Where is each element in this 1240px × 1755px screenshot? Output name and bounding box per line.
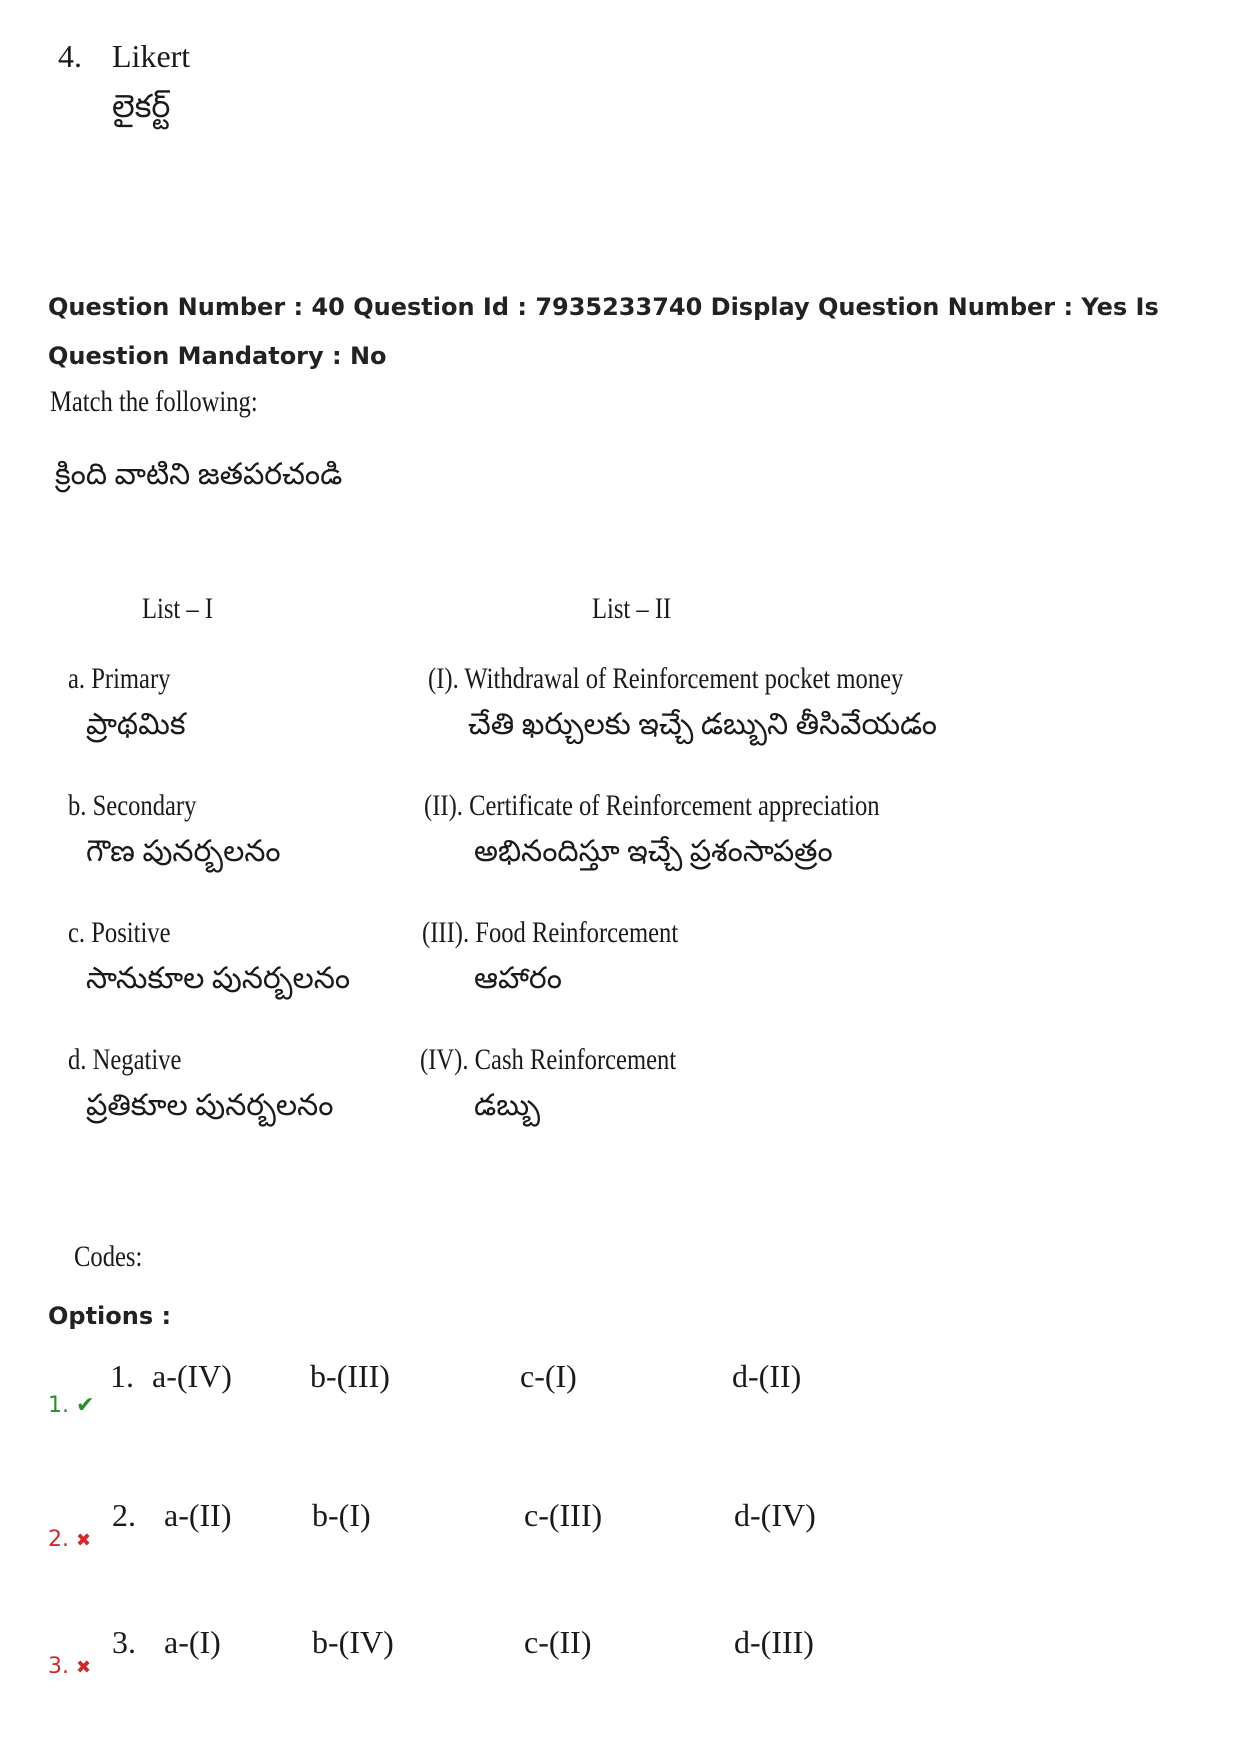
option-3-a: a-(I) (164, 1624, 221, 1660)
list1-heading: List – I (142, 592, 214, 625)
option-2-number: 2. (48, 1527, 69, 1552)
option-1-number: 1. (48, 1393, 69, 1418)
previous-option-number: 4. (58, 38, 82, 74)
question-instruction-telugu: క్రింది వాటిని జతపరచండి (55, 458, 343, 491)
cross-icon: ✖ (76, 1530, 92, 1551)
list2-heading: List – II (592, 592, 672, 625)
option-2-num: 2. (112, 1497, 136, 1533)
codes-label: Codes: (74, 1240, 143, 1273)
list1-item-d: d. Negative (68, 1043, 182, 1076)
options-label: Options : (48, 1302, 172, 1330)
list2-item-1-telugu: చేతి ఖర్చులకు ఇచ్చే డబ్బుని తీసివేయడం (468, 708, 938, 741)
list1-item-a-telugu: ప్రాథమిక (86, 708, 186, 741)
option-1-c: c-(I) (520, 1358, 577, 1394)
previous-option-telugu: లైకర్ట్ (112, 88, 171, 124)
list2-item-3: (III). Food Reinforcement (422, 916, 679, 949)
option-3-c: c-(II) (524, 1624, 592, 1660)
list1-item-c-telugu: సానుకూల పునర్బలనం (86, 962, 351, 995)
list2-item-1: (I). Withdrawal of Reinforcement pocket money (428, 662, 904, 695)
list2-item-4: (IV). Cash Reinforcement (420, 1043, 677, 1076)
option-2-d: d-(IV) (734, 1497, 816, 1533)
question-header: Question Number : 40 Question Id : 7935233740 Display Question Number : Yes Is Question Mandatory : No (48, 293, 1159, 370)
list2-item-4-telugu: డబ్బు (474, 1089, 541, 1122)
list2-item-2-telugu: అభినందిస్తూ ఇచ్చే ప్రశంసాపత్రం (474, 835, 833, 868)
list1-item-b: b. Secondary (68, 789, 197, 822)
option-3-number: 3. (48, 1654, 69, 1679)
option-3-marker[interactable] (48, 1654, 91, 1679)
list2-item-3-telugu: ఆహారం (474, 962, 562, 995)
list1-item-a: a. Primary (68, 662, 171, 695)
option-2-marker[interactable] (48, 1527, 91, 1552)
option-3-num: 3. (112, 1624, 136, 1660)
list1-item-d-telugu: ప్రతికూల పునర్బలనం (86, 1089, 334, 1122)
option-1-b: b-(III) (310, 1358, 390, 1394)
option-3-b: b-(IV) (312, 1624, 394, 1660)
check-icon: ✔ (76, 1393, 95, 1418)
option-1-a: a-(IV) (152, 1358, 232, 1394)
question-instruction: Match the following: (50, 385, 258, 418)
option-1-num: 1. (110, 1358, 134, 1394)
option-2-a: a-(II) (164, 1497, 232, 1533)
option-3-d: d-(III) (734, 1624, 814, 1660)
list2-item-2: (II). Certificate of Reinforcement appreciation (424, 789, 880, 822)
option-2-c: c-(III) (524, 1497, 603, 1533)
option-2-b: b-(I) (312, 1497, 371, 1533)
cross-icon: ✖ (76, 1657, 92, 1678)
option-1-d: d-(II) (732, 1358, 802, 1394)
previous-option-text: Likert (112, 38, 191, 74)
list1-item-b-telugu: గౌణ పునర్బలనం (86, 835, 281, 868)
option-1-marker[interactable] (48, 1393, 94, 1418)
list1-item-c: c. Positive (68, 916, 171, 949)
